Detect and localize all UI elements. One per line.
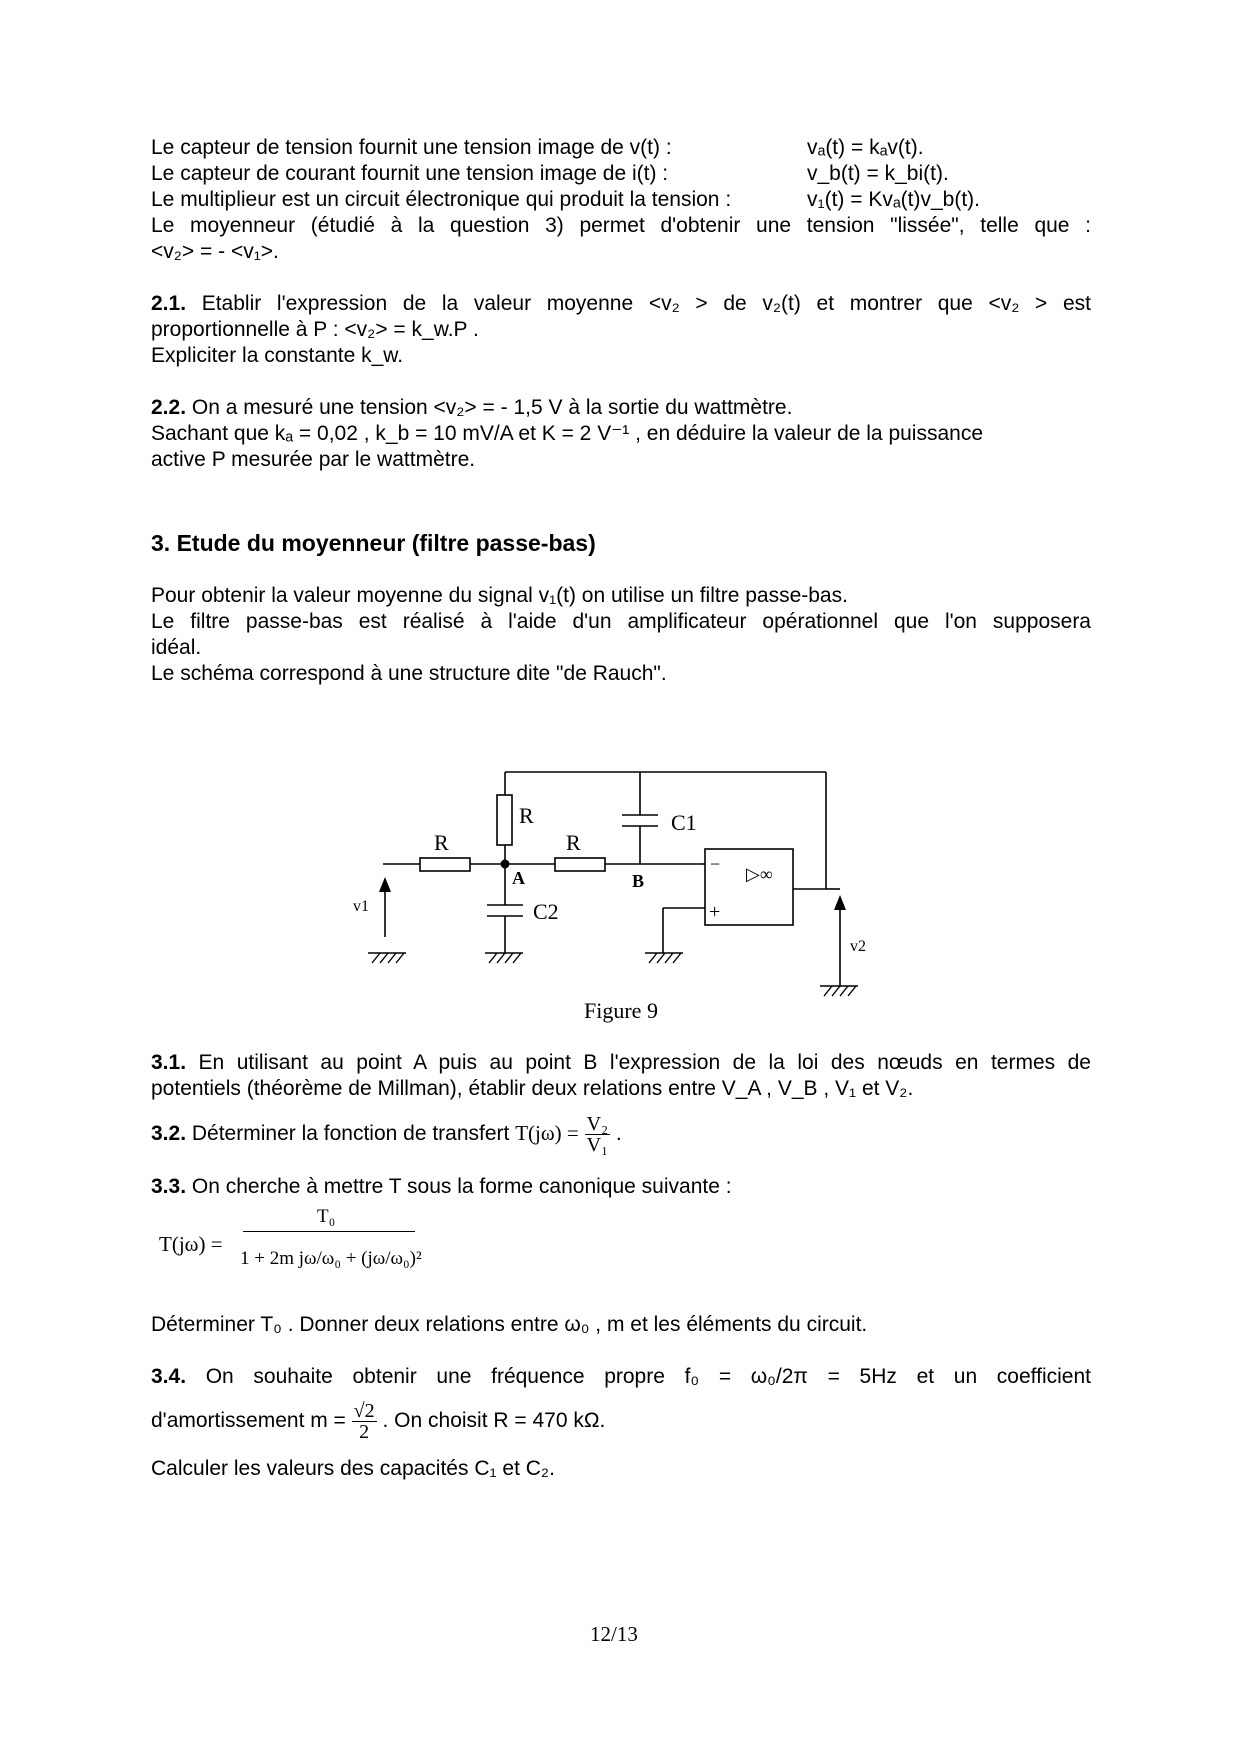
node-label-a: A: [512, 868, 525, 888]
q31-text: En utilisant au point A puis au point B l'expression de la loi des nœuds en termes de: [198, 1051, 1091, 1074]
intro-right: v_b(t) = k_bi(t).: [807, 162, 949, 185]
q33-number: 3.3.: [151, 1175, 187, 1198]
resistor-label-left: R: [434, 830, 449, 855]
q22-number: 2.2.: [151, 396, 187, 419]
q22-text: On a mesuré une tension <v₂> = - 1,5 V à la sortie du wattmètre.: [191, 396, 793, 419]
intro-left: Le multiplieur est un circuit électronique qui produit la tension :: [151, 188, 732, 211]
moyenneur-line: Le moyenneur (étudié à la question 3) permet d'obtenir une tension "lissée", telle que :: [151, 214, 1091, 237]
q31-number: 3.1.: [151, 1051, 187, 1074]
canonical-numerator: T₀: [317, 1206, 336, 1227]
q34-line2-b: . On choisit R = 470 kΩ.: [382, 1409, 606, 1432]
fraction-bar: [243, 1231, 415, 1232]
intro-right: vₐ(t) = kₐv(t).: [807, 136, 924, 159]
page-number: 12/13: [590, 1622, 638, 1646]
voltage-label-v2: v2: [850, 938, 866, 955]
section3-line: Le schéma correspond à une structure dite "de Rauch".: [151, 662, 667, 685]
q33-line: [151, 1174, 732, 1200]
intro-left: Le capteur de courant fournit une tension image de i(t) :: [151, 162, 669, 185]
capacitor-label-c1: C1: [671, 810, 697, 835]
opamp-plus: +: [709, 901, 721, 923]
q32-text: Déterminer la fonction de transfert: [191, 1122, 510, 1145]
section-3-title: 3. Etude du moyenneur (filtre passe-bas): [151, 530, 596, 556]
canonical-lhs: T(jω) =: [159, 1232, 223, 1256]
q21-line2: proportionnelle à P : <v₂> = k_w.P .: [151, 318, 479, 341]
q34-text: On souhaite obtenir une fréquence propre f₀ = ω₀/2π = 5Hz et un coefficient: [205, 1365, 1091, 1388]
q22-line3: active P mesurée par le wattmètre.: [151, 448, 476, 471]
intro-right: v₁(t) = Kvₐ(t)v_b(t).: [807, 188, 980, 211]
q21-text: Etablir l'expression de la valeur moyenne <v₂ > de v₂(t) et montrer que <v₂ > est: [201, 292, 1091, 315]
capacitor-label-c2: C2: [533, 899, 559, 924]
q34-fraction: [352, 1401, 377, 1442]
q34-frac-numerator: √2: [353, 1399, 375, 1422]
resistor-label-mid: R: [566, 830, 581, 855]
opamp-symbol: ▷∞: [746, 864, 773, 884]
q22-line2: Sachant que kₐ = 0,02 , k_b = 10 mV/A et K = 2 V⁻¹ , en déduire la valeur de la puissance: [151, 422, 984, 445]
q34-frac-denominator: 2: [359, 1420, 370, 1443]
canonical-formula: [151, 1202, 451, 1302]
q34-line3: Calculer les valeurs des capacités C₁ et C₂.: [151, 1457, 555, 1480]
opamp-minus: −: [710, 854, 721, 874]
canonical-denominator: 1 + 2m jω/ω₀ + (jω/ω₀)²: [240, 1248, 422, 1269]
q32-number: 3.2.: [151, 1122, 187, 1145]
q21-line3: Expliciter la constante k_w.: [151, 344, 404, 367]
q31-line2: potentiels (théorème de Millman), établir deux relations entre V_A , V_B , V₁ et V₂.: [151, 1077, 914, 1100]
section3-line: idéal.: [151, 636, 202, 659]
figure-caption: Figure 9: [584, 998, 658, 1023]
q32-denominator: V₁: [586, 1133, 609, 1156]
q34-number: 3.4.: [151, 1365, 187, 1388]
section3-line: Le filtre passe-bas est réalisé à l'aide d'un amplificateur opérationnel que l'on supposera: [151, 610, 1091, 633]
q34-line2-a: d'amortissement m =: [151, 1409, 346, 1432]
q33-text: On cherche à mettre T sous la forme canonique suivante :: [191, 1175, 732, 1198]
q34-line2: [151, 1398, 605, 1444]
moyenneur-line2: <v₂> = - <v₁>.: [151, 240, 279, 263]
node-label-b: B: [632, 871, 645, 891]
q31-line1: [151, 1050, 1091, 1076]
q32-numerator: V₂: [586, 1112, 609, 1135]
q32-line: 3.2. Déterminer la fonction de transfert T(jω) = $\frac{\text{V₂}}{\text{V₁}}$ .: [151, 1112, 622, 1156]
q21-number: 2.1.: [151, 292, 187, 315]
q32-formula: T(jω) =: [515, 1121, 579, 1145]
q33-after: Déterminer T₀ . Donner deux relations entre ω₀ , m et les éléments du circuit.: [151, 1313, 868, 1336]
q32-fraction: [585, 1114, 610, 1155]
resistor-label-top: R: [519, 803, 534, 828]
intro-left: Le capteur de tension fournit une tension image de v(t) :: [151, 136, 672, 159]
q34-line1: [151, 1364, 1091, 1390]
voltage-label-v1: v1: [353, 898, 369, 915]
section3-line: Pour obtenir la valeur moyenne du signal v₁(t) on utilise un filtre passe-bas.: [151, 584, 848, 607]
